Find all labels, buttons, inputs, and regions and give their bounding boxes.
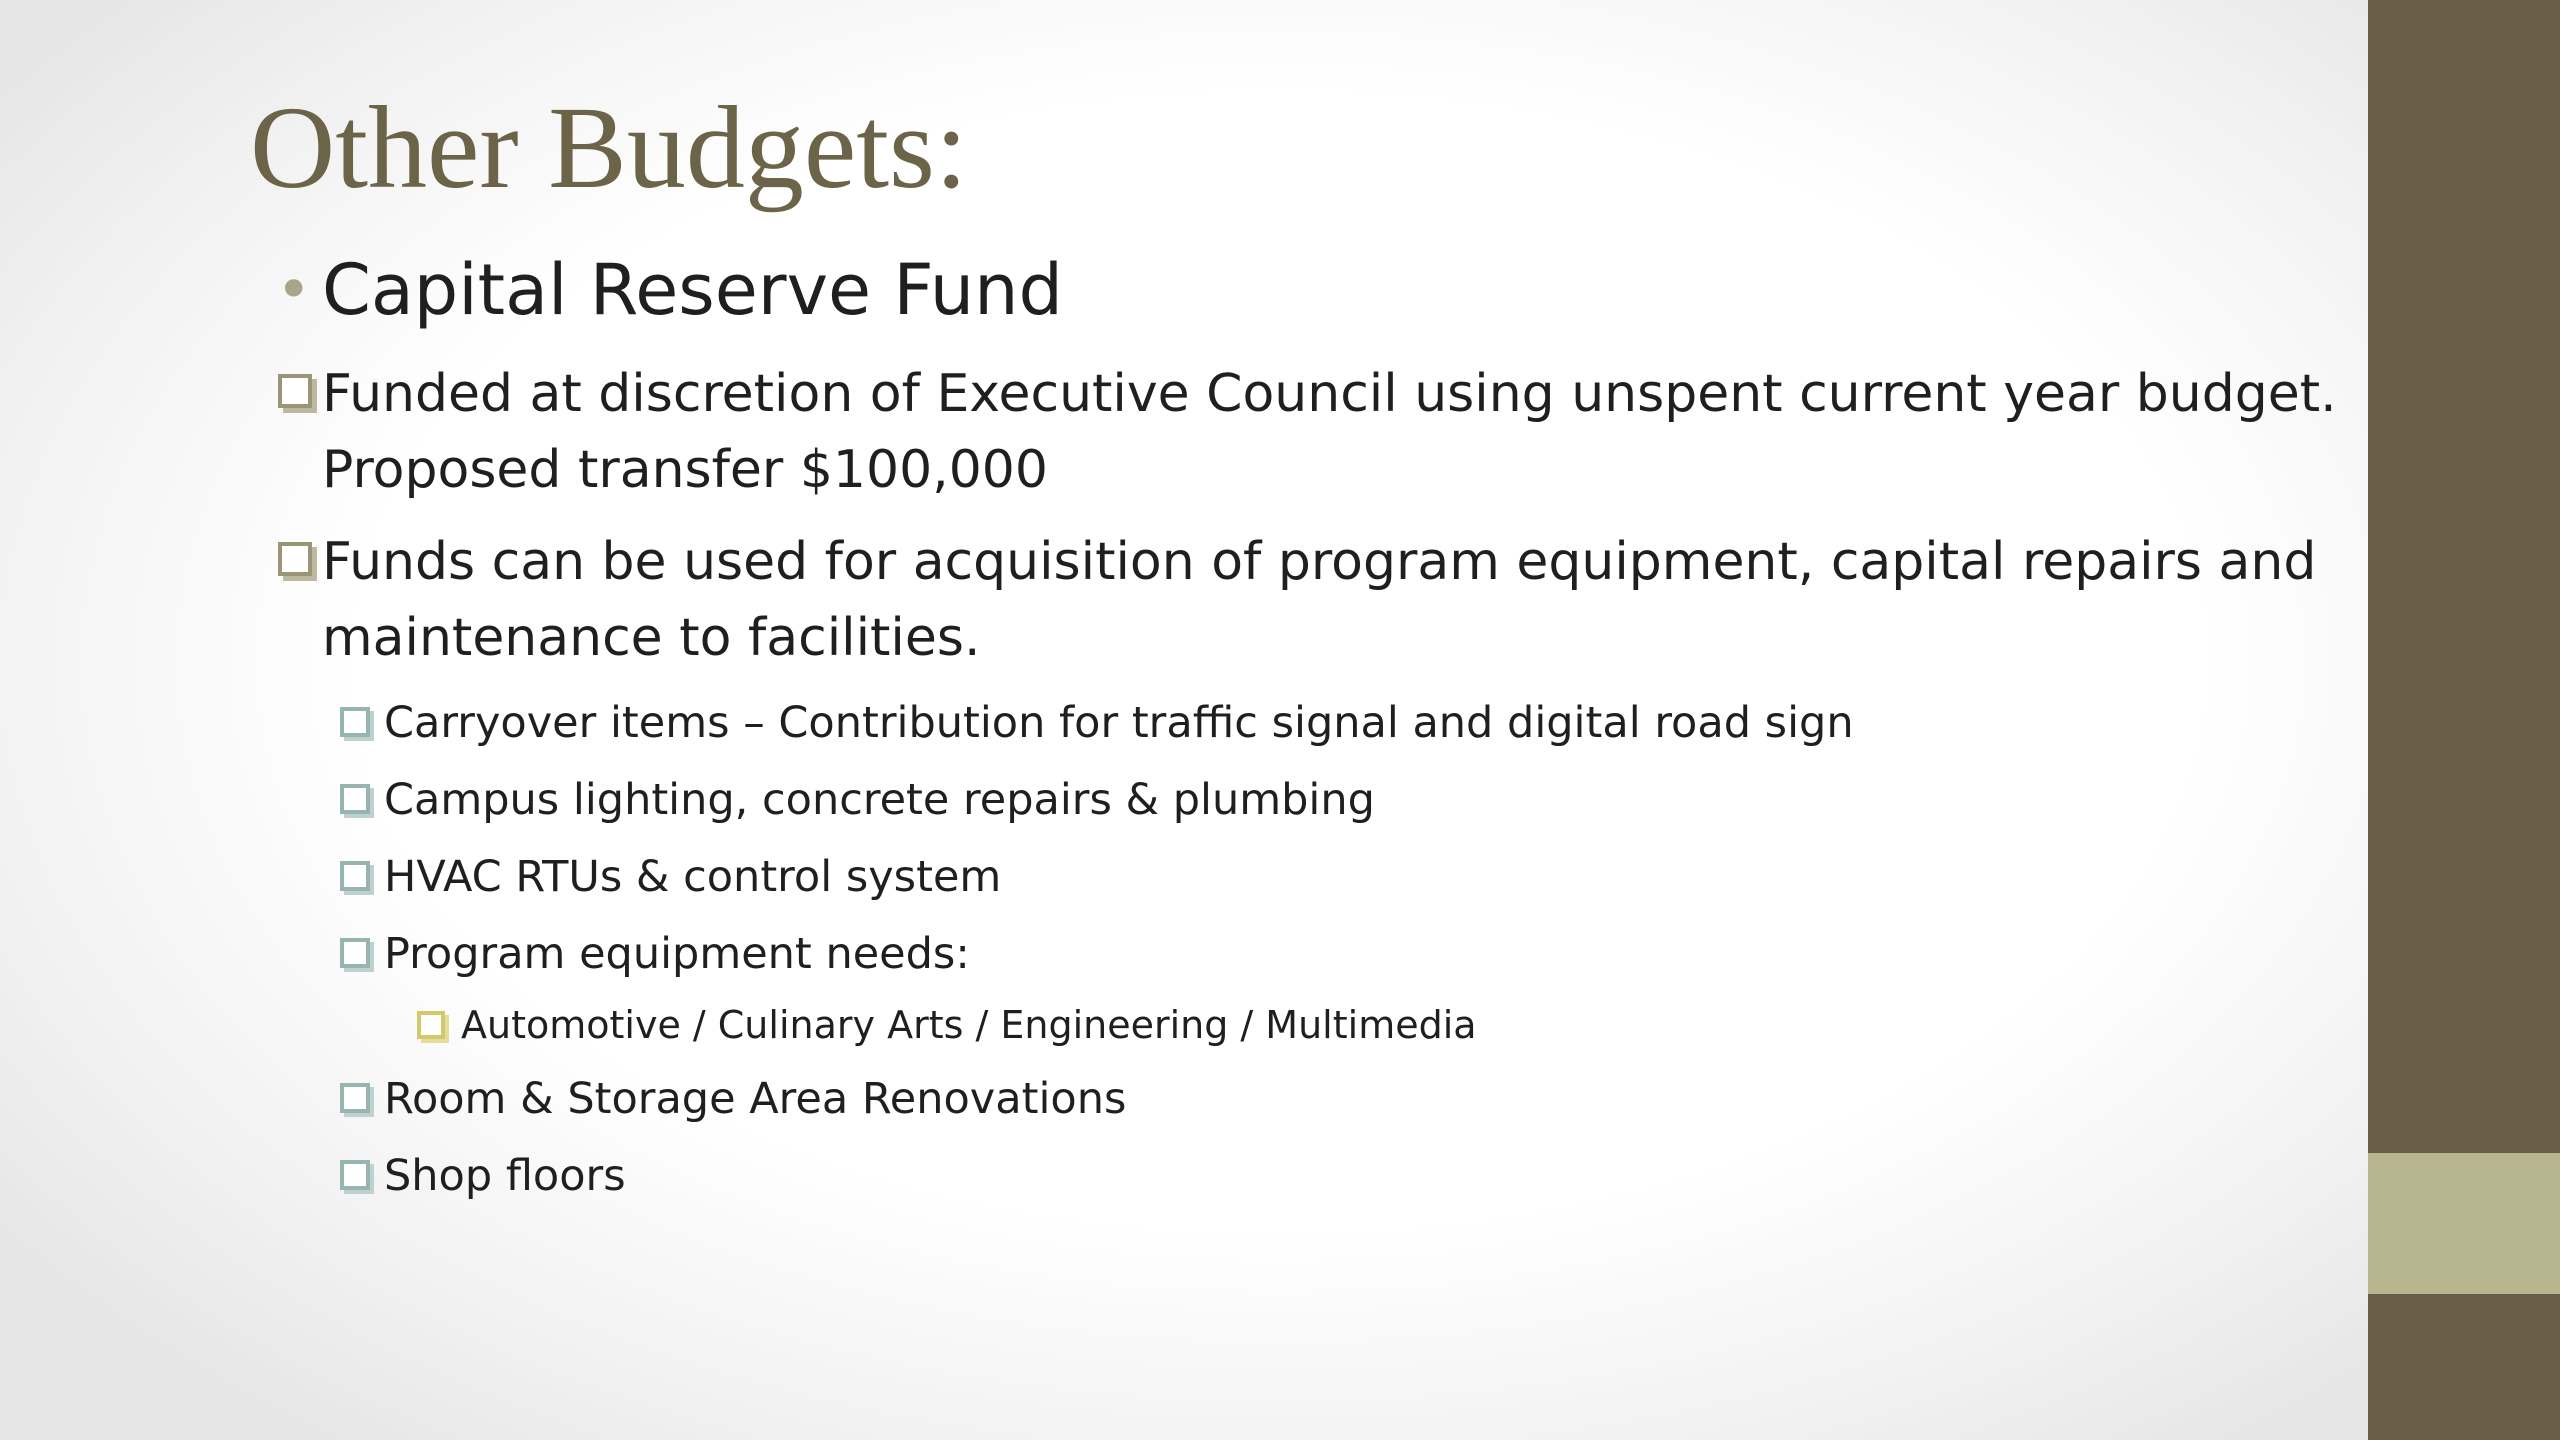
- checkbox-bullet-icon: [340, 938, 370, 968]
- heading-capital-reserve-fund: [276, 249, 1063, 331]
- subpoint-text: HVAC RTUs & control system: [384, 852, 1002, 902]
- decorative-sidebar: [2368, 0, 2560, 1440]
- checkbox-bullet-icon: [340, 784, 370, 814]
- point-1-text-1: Funded at discretion of Executive Council using unspent current year budget.: [322, 364, 2337, 424]
- slide-title: Other Budgets:: [250, 82, 968, 213]
- point-2-text-1: Funds can be used for acquisition of program equipment, capital repairs and: [322, 532, 2317, 592]
- subpoint-shop-floors: [384, 1146, 626, 1206]
- heading-text: Capital Reserve Fund: [322, 249, 1063, 331]
- subpoint-hvac: [384, 847, 1001, 907]
- sidebar-accent-band: [2368, 1153, 2560, 1294]
- dot-bullet-icon: •: [276, 255, 312, 325]
- subsubpoint-text: Automotive / Culinary Arts / Engineering / Multimedia: [461, 1003, 1477, 1047]
- point-1-text-2: Proposed transfer $100,000: [322, 440, 1048, 500]
- point-2-line-2: [322, 600, 980, 676]
- point-1-line-1: [322, 356, 2337, 432]
- checkbox-bullet-icon: [340, 1083, 370, 1113]
- point-2-text-2: maintenance to facilities.: [322, 608, 981, 668]
- checkbox-bullet-icon: [340, 861, 370, 891]
- checkbox-bullet-icon: [278, 542, 312, 576]
- subpoint-text: Carryover items – Contribution for traffic signal and digital road sign: [384, 698, 1854, 748]
- subpoint-text: Program equipment needs:: [384, 929, 970, 979]
- checkbox-bullet-icon: [340, 707, 370, 737]
- subpoint-text: Campus lighting, concrete repairs & plumbing: [384, 775, 1375, 825]
- point-1-line-2: [322, 432, 1048, 508]
- checkbox-bullet-icon: [278, 374, 312, 408]
- subpoint-room-storage: [384, 1069, 1126, 1129]
- subpoint-program-equipment: [384, 924, 970, 984]
- subpoint-carryover: [384, 693, 1854, 753]
- checkbox-bullet-icon: [417, 1011, 445, 1039]
- checkbox-bullet-icon: [340, 1160, 370, 1190]
- subpoint-text: Shop floors: [384, 1151, 626, 1201]
- subsubpoint-programs: [461, 999, 1477, 1051]
- subpoint-text: Room & Storage Area Renovations: [384, 1074, 1127, 1124]
- subpoint-campus-lighting: [384, 770, 1375, 830]
- point-2-line-1: [322, 524, 2316, 600]
